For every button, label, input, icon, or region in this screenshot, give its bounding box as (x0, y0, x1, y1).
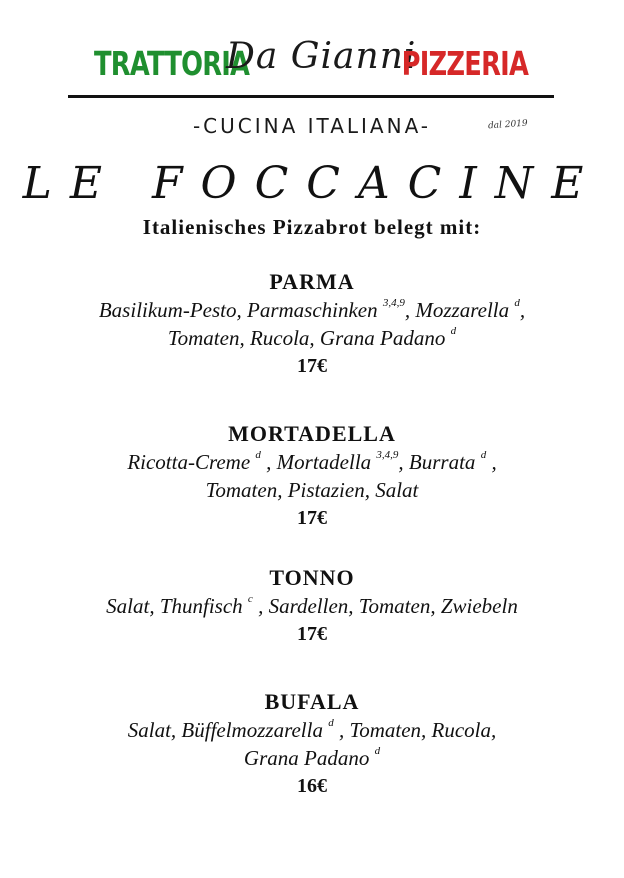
desc-text: Salat, Thunfisch (106, 594, 248, 618)
desc-text: Salat, Büffelmozzarella (127, 718, 329, 742)
item-description-line2 (0, 476, 624, 504)
desc-text: Ricotta-Creme (127, 450, 256, 474)
item-description (0, 296, 624, 324)
item-name: PARMA (269, 269, 355, 294)
menu-item-tonno (0, 564, 624, 648)
item-description-line2 (0, 744, 624, 772)
restaurant-header (0, 30, 624, 94)
item-description-line2 (0, 324, 624, 352)
item-name: MORTADELLA (228, 421, 396, 446)
menu-item-bufala (0, 688, 624, 800)
allergen-code: d (450, 325, 457, 337)
desc-text: , Mozzarella (404, 298, 515, 322)
allergen-code: d (328, 717, 334, 729)
item-price: 17€ (297, 623, 327, 645)
since-year-note: dal 2019 (487, 118, 529, 132)
menu-item-parma (0, 268, 624, 380)
desc-text: Basilikum-Pesto, Parmaschinken (98, 298, 383, 322)
item-name: TONNO (269, 565, 355, 590)
item-price: 17€ (297, 507, 327, 529)
brand-trattoria: TRATTORIA (94, 44, 250, 83)
menu-item-mortadella (0, 420, 624, 532)
desc-text: , Burrata (398, 450, 481, 474)
desc-text: , Sardellen, Tomaten, Zwiebeln (252, 594, 518, 618)
desc-text: , (519, 298, 526, 322)
item-description (0, 592, 624, 620)
header-divider (68, 95, 554, 98)
allergen-code: 3,4,9 (376, 449, 399, 461)
item-price: 16€ (297, 775, 327, 797)
allergen-code: d (514, 297, 520, 309)
allergen-code: d (480, 449, 487, 461)
section-title: LE FOCCACINE (22, 158, 602, 209)
section-subtitle: Italienisches Pizzabrot belegt mit: (142, 215, 482, 239)
desc-text: Grana Padano (243, 746, 375, 770)
desc-text: , Mortadella (260, 450, 377, 474)
item-description (0, 448, 624, 476)
item-price: 17€ (297, 355, 327, 377)
desc-text: Tomaten, Pistazien, Salat (205, 478, 419, 502)
brand-name-script: Da Gianni (226, 36, 417, 77)
item-name: BUFALA (264, 689, 360, 714)
allergen-code: 3,4,9 (382, 297, 405, 309)
desc-text: , Tomaten, Rucola, (333, 718, 497, 742)
allergen-code: d (374, 745, 381, 757)
cuisine-tagline: -CUCINA ITALIANA- (192, 114, 432, 138)
desc-text: , (486, 450, 497, 474)
allergen-code: c (247, 593, 253, 605)
desc-text: Tomaten, Rucola, Grana Padano (167, 326, 451, 350)
brand-pizzeria: PIZZERIA (401, 44, 528, 83)
allergen-code: d (255, 449, 261, 461)
item-description (0, 716, 624, 744)
